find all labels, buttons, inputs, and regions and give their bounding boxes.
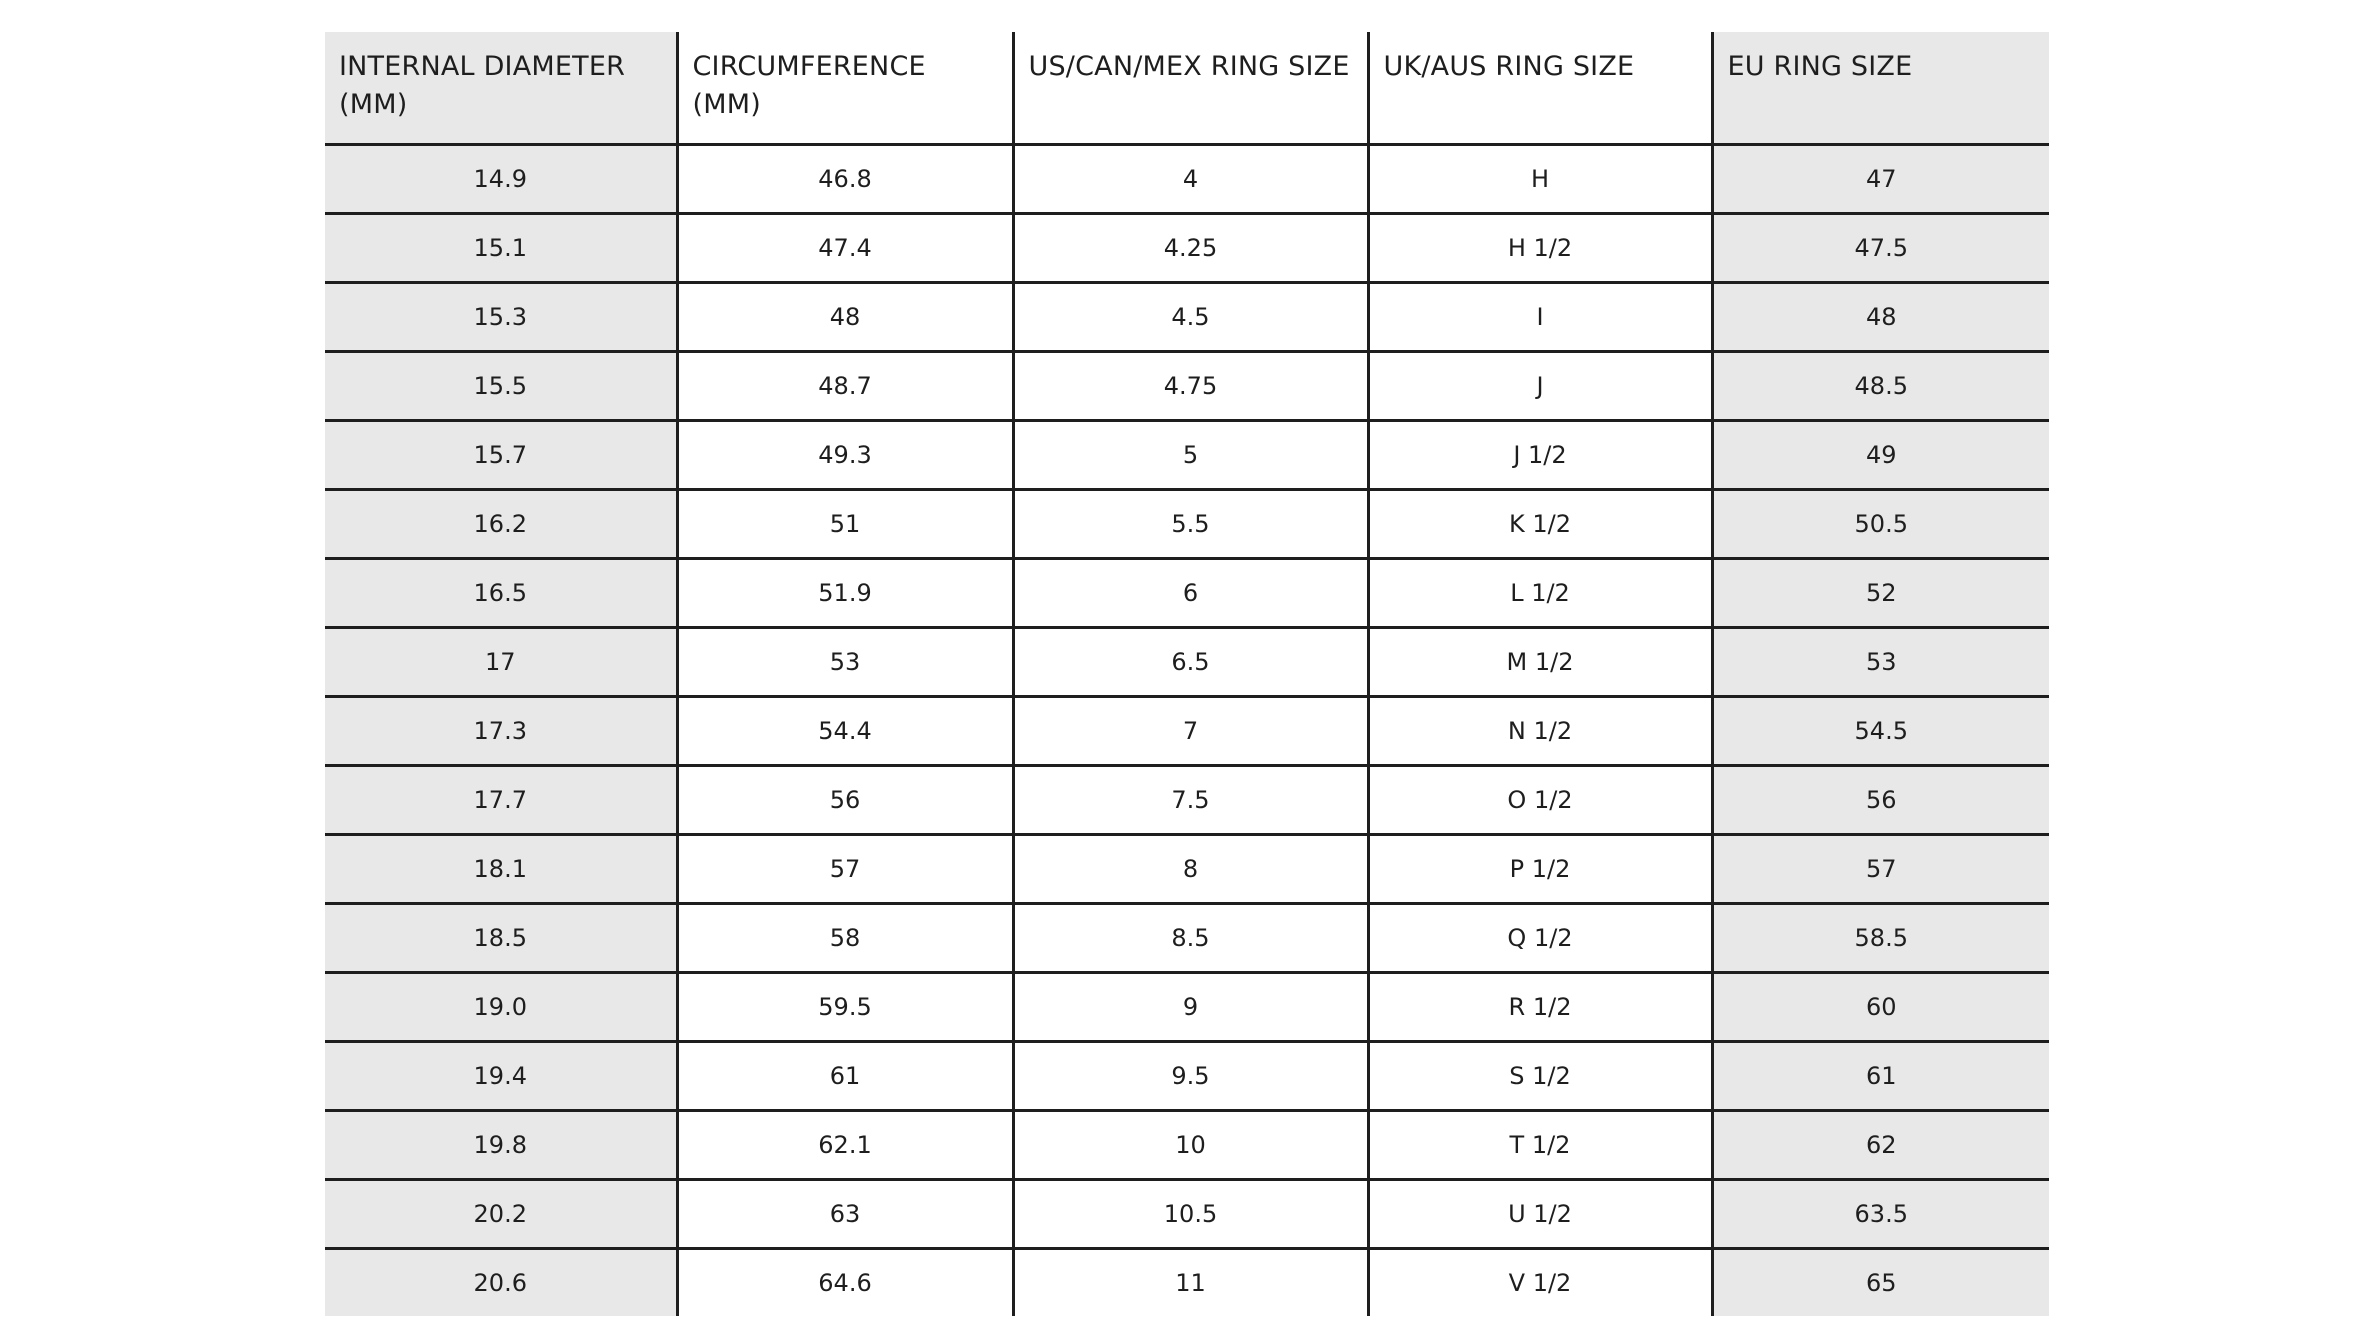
cell-circumference: 59.5 [677,973,1013,1042]
cell-circumference: 63 [677,1180,1013,1249]
cell-internal-diameter: 15.5 [325,352,677,421]
cell-eu-size: 47.5 [1712,214,2049,283]
header-eu-size [1712,32,2049,145]
cell-circumference: 54.4 [677,697,1013,766]
cell-circumference: 48.7 [677,352,1013,421]
table-row [325,559,2049,628]
cell-us-can-mex-size: 8.5 [1013,904,1368,973]
table-row [325,835,2049,904]
cell-circumference: 49.3 [677,421,1013,490]
cell-circumference: 57 [677,835,1013,904]
cell-uk-aus-size: H 1/2 [1368,214,1712,283]
cell-us-can-mex-size: 4.25 [1013,214,1368,283]
header-us-can-mex-size [1013,32,1368,145]
cell-us-can-mex-size: 6.5 [1013,628,1368,697]
cell-eu-size: 54.5 [1712,697,2049,766]
cell-circumference: 51.9 [677,559,1013,628]
header-row [325,32,2049,145]
cell-circumference: 61 [677,1042,1013,1111]
cell-eu-size: 63.5 [1712,1180,2049,1249]
table-row [325,283,2049,352]
cell-eu-size: 50.5 [1712,490,2049,559]
table-row [325,628,2049,697]
cell-uk-aus-size: U 1/2 [1368,1180,1712,1249]
header-label: INTERNAL DIAMETER (MM) [339,51,626,120]
cell-eu-size: 47 [1712,145,2049,214]
cell-eu-size: 60 [1712,973,2049,1042]
table-row [325,352,2049,421]
cell-internal-diameter: 20.2 [325,1180,677,1249]
cell-uk-aus-size: J 1/2 [1368,421,1712,490]
cell-internal-diameter: 15.7 [325,421,677,490]
cell-eu-size: 53 [1712,628,2049,697]
cell-us-can-mex-size: 4 [1013,145,1368,214]
cell-circumference: 56 [677,766,1013,835]
cell-internal-diameter: 19.0 [325,973,677,1042]
cell-circumference: 51 [677,490,1013,559]
cell-us-can-mex-size: 5 [1013,421,1368,490]
cell-uk-aus-size: H [1368,145,1712,214]
table-row [325,145,2049,214]
cell-internal-diameter: 16.5 [325,559,677,628]
cell-us-can-mex-size: 4.5 [1013,283,1368,352]
cell-circumference: 48 [677,283,1013,352]
table-row [325,1180,2049,1249]
cell-internal-diameter: 19.4 [325,1042,677,1111]
table-header [325,32,2049,145]
table-row [325,1042,2049,1111]
cell-internal-diameter: 18.5 [325,904,677,973]
cell-internal-diameter: 14.9 [325,145,677,214]
header-label: UK/AUS RING SIZE [1383,51,1635,82]
cell-us-can-mex-size: 6 [1013,559,1368,628]
cell-eu-size: 52 [1712,559,2049,628]
cell-uk-aus-size: N 1/2 [1368,697,1712,766]
table-row [325,1111,2049,1180]
cell-eu-size: 49 [1712,421,2049,490]
table-row [325,766,2049,835]
cell-internal-diameter: 17.3 [325,697,677,766]
cell-uk-aus-size: R 1/2 [1368,973,1712,1042]
header-label: CIRCUMFERENCE (MM) [692,51,926,120]
cell-circumference: 58 [677,904,1013,973]
cell-eu-size: 48 [1712,283,2049,352]
cell-internal-diameter: 15.3 [325,283,677,352]
cell-internal-diameter: 16.2 [325,490,677,559]
cell-uk-aus-size: O 1/2 [1368,766,1712,835]
cell-uk-aus-size: I [1368,283,1712,352]
cell-us-can-mex-size: 7.5 [1013,766,1368,835]
cell-uk-aus-size: J [1368,352,1712,421]
cell-internal-diameter: 19.8 [325,1111,677,1180]
cell-uk-aus-size: T 1/2 [1368,1111,1712,1180]
cell-circumference: 62.1 [677,1111,1013,1180]
cell-internal-diameter: 17 [325,628,677,697]
cell-circumference: 47.4 [677,214,1013,283]
cell-eu-size: 48.5 [1712,352,2049,421]
cell-uk-aus-size: L 1/2 [1368,559,1712,628]
header-uk-aus-size [1368,32,1712,145]
cell-us-can-mex-size: 4.75 [1013,352,1368,421]
cell-us-can-mex-size: 8 [1013,835,1368,904]
cell-uk-aus-size: M 1/2 [1368,628,1712,697]
cell-eu-size: 58.5 [1712,904,2049,973]
cell-internal-diameter: 17.7 [325,766,677,835]
table-body [325,145,2049,1317]
cell-eu-size: 62 [1712,1111,2049,1180]
cell-eu-size: 57 [1712,835,2049,904]
cell-internal-diameter: 20.6 [325,1249,677,1317]
cell-circumference: 53 [677,628,1013,697]
cell-us-can-mex-size: 10 [1013,1111,1368,1180]
header-label: US/CAN/MEX RING SIZE [1028,51,1350,82]
header-internal-diameter [325,32,677,145]
cell-eu-size: 56 [1712,766,2049,835]
cell-us-can-mex-size: 10.5 [1013,1180,1368,1249]
table-row [325,904,2049,973]
cell-circumference: 46.8 [677,145,1013,214]
cell-uk-aus-size: K 1/2 [1368,490,1712,559]
header-label: EU RING SIZE [1727,51,1913,82]
cell-internal-diameter: 18.1 [325,835,677,904]
table-row [325,490,2049,559]
ring-size-table [325,32,2049,1316]
cell-uk-aus-size: Q 1/2 [1368,904,1712,973]
cell-us-can-mex-size: 9 [1013,973,1368,1042]
cell-eu-size: 65 [1712,1249,2049,1317]
table-row [325,973,2049,1042]
cell-us-can-mex-size: 9.5 [1013,1042,1368,1111]
cell-internal-diameter: 15.1 [325,214,677,283]
cell-uk-aus-size: P 1/2 [1368,835,1712,904]
cell-us-can-mex-size: 7 [1013,697,1368,766]
cell-uk-aus-size: S 1/2 [1368,1042,1712,1111]
header-circumference [677,32,1013,145]
table-row [325,697,2049,766]
table-row [325,1249,2049,1317]
cell-us-can-mex-size: 11 [1013,1249,1368,1317]
table-row [325,214,2049,283]
cell-uk-aus-size: V 1/2 [1368,1249,1712,1317]
cell-eu-size: 61 [1712,1042,2049,1111]
table-row [325,421,2049,490]
cell-us-can-mex-size: 5.5 [1013,490,1368,559]
cell-circumference: 64.6 [677,1249,1013,1317]
